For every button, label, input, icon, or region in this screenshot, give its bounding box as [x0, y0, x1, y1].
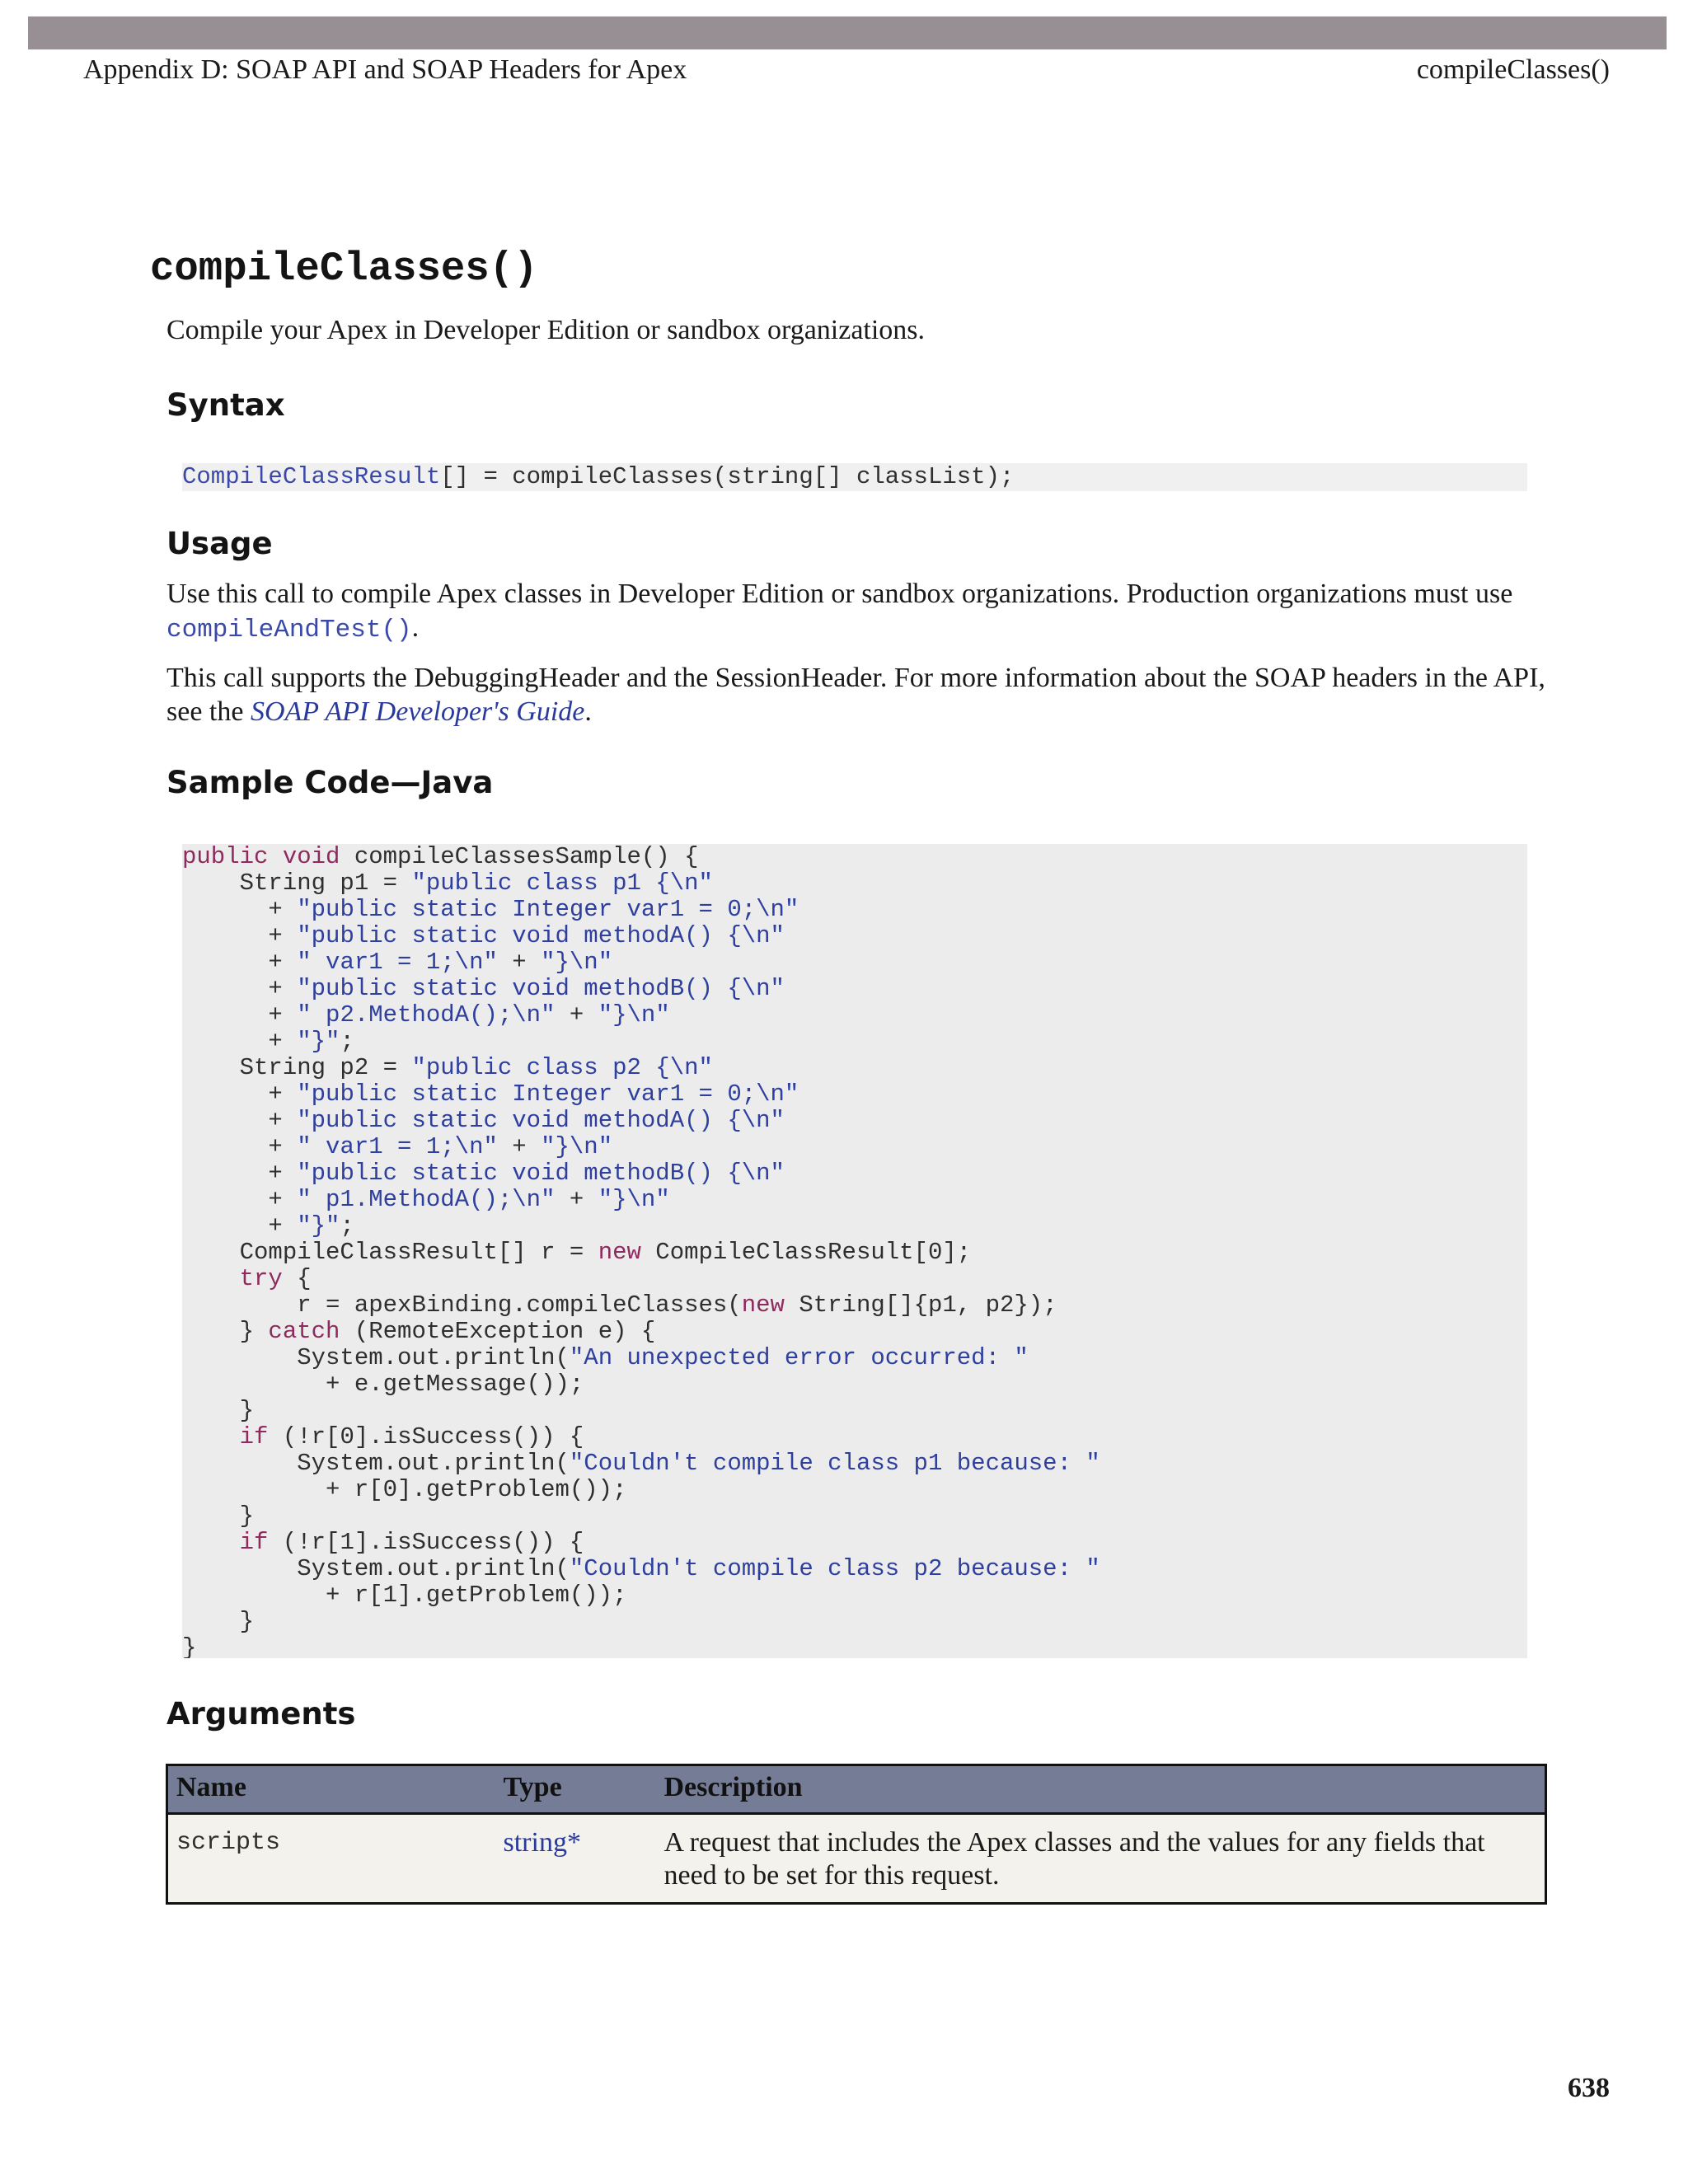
code-token: + [497, 949, 542, 976]
code-token: "public static Integer var1 = 0;\n" [297, 896, 799, 923]
code-token: new [598, 1239, 641, 1266]
code-token: + [497, 1133, 542, 1160]
code-token: String[]{p1, p2}); [784, 1291, 1057, 1319]
usage-text-1: Use this call to compile Apex classes in Developer Edition or sandbox organizations. Production organizations must use [166, 579, 1513, 609]
syntax-heading: Syntax [166, 387, 285, 423]
code-token: + [182, 1107, 298, 1134]
code-token: + [182, 922, 298, 949]
code-token: "public static void methodB() {\n" [297, 1160, 785, 1187]
code-token: + [182, 896, 298, 923]
sample-code-block [182, 844, 1527, 1658]
code-token: "public class p2 {\n" [411, 1054, 713, 1081]
code-token: + r[1].getProblem()); [182, 1582, 627, 1609]
usage-text-2: This call supports the DebuggingHeader and the SessionHeader. For more information about the SOAP headers in the API, see the [166, 663, 1545, 727]
code-token: System.out.println( [182, 1344, 570, 1371]
top-bar [28, 16, 1667, 49]
code-token: catch [268, 1318, 340, 1345]
code-token: + [182, 1186, 298, 1213]
column-header-description: Description [656, 1765, 1546, 1814]
soap-api-guide-link[interactable]: SOAP API Developer's Guide [250, 696, 585, 727]
code-token: CompileClassResult[0]; [640, 1239, 972, 1266]
usage-paragraph-1 [166, 577, 1551, 647]
syntax-code [182, 463, 1527, 491]
running-header-left: Appendix D: SOAP API and SOAP Headers for Apex [83, 54, 687, 85]
code-token: } [182, 1502, 255, 1530]
code-token: + [182, 1212, 298, 1240]
code-line [182, 1187, 1527, 1213]
usage-paragraph-2 [166, 661, 1551, 729]
page-number: 638 [1568, 2073, 1610, 2103]
code-token: "Couldn't compile class p1 because: " [569, 1450, 1100, 1477]
code-token: } [182, 1608, 255, 1635]
intro-text: Compile your Apex in Developer Edition or sandbox organizations. [166, 315, 926, 345]
code-line [182, 1477, 1527, 1503]
code-line [182, 1345, 1527, 1371]
code-line [182, 1266, 1527, 1292]
arguments-table [166, 1764, 1547, 1905]
code-line [182, 1081, 1527, 1108]
code-line [182, 1029, 1527, 1055]
code-token: "}" [297, 1212, 340, 1240]
code-token: "An unexpected error occurred: " [569, 1344, 1029, 1371]
code-line [182, 1292, 1527, 1319]
code-token: r = apexBinding.compileClasses( [182, 1291, 742, 1319]
column-header-type: Type [495, 1765, 656, 1814]
code-token: + [182, 1080, 298, 1108]
code-token: "public static void methodB() {\n" [297, 975, 785, 1002]
code-token: + [555, 1001, 598, 1029]
code-token: "public class p1 {\n" [411, 869, 713, 897]
code-token: if [239, 1423, 269, 1451]
code-token: + [182, 949, 298, 976]
code-line [182, 1134, 1527, 1160]
code-line [182, 1160, 1527, 1187]
code-token: ; [340, 1028, 354, 1055]
sample-code-heading: Sample Code—Java [166, 765, 494, 800]
code-token: String p2 = [182, 1054, 412, 1081]
code-token: System.out.println( [182, 1450, 570, 1477]
code-line [182, 1635, 1527, 1658]
argument-name: scripts [167, 1814, 495, 1904]
code-token: { [282, 1265, 312, 1292]
code-token: "Couldn't compile class p2 because: " [569, 1555, 1100, 1582]
code-line [182, 1240, 1527, 1266]
table-row [167, 1814, 1546, 1904]
code-token: } [182, 1397, 255, 1424]
code-token: (!r[1].isSuccess()) { [268, 1529, 584, 1556]
code-token: "public static void methodA() {\n" [297, 922, 785, 949]
code-token: " var1 = 1;\n" [297, 1133, 498, 1160]
code-line [182, 1213, 1527, 1240]
code-token: ; [340, 1212, 354, 1240]
code-line [182, 1582, 1527, 1609]
code-token [182, 1529, 240, 1556]
code-token: + [555, 1186, 598, 1213]
code-line [182, 1398, 1527, 1424]
code-token: "}\n" [541, 1133, 613, 1160]
code-line [182, 949, 1527, 976]
usage-text-1-end: . [411, 612, 420, 643]
code-line [182, 1609, 1527, 1635]
code-line [182, 976, 1527, 1002]
argument-type-link[interactable]: string* [495, 1814, 656, 1904]
code-token: "}\n" [541, 949, 613, 976]
code-token: " p1.MethodA();\n" [297, 1186, 556, 1213]
code-token: + [182, 1028, 298, 1055]
code-line [182, 1503, 1527, 1530]
code-line [182, 923, 1527, 949]
arguments-heading: Arguments [166, 1696, 356, 1732]
argument-description: A request that includes the Apex classes and the values for any fields that need to be set for this request. [656, 1814, 1546, 1904]
code-line [182, 1108, 1527, 1134]
column-header-name: Name [167, 1765, 495, 1814]
code-token: + [182, 975, 298, 1002]
code-token: (RemoteException e) { [340, 1318, 656, 1345]
code-token [182, 1423, 240, 1451]
usage-text-2-end: . [584, 696, 592, 727]
code-token: new [741, 1291, 785, 1319]
running-header-right: compileClasses() [1416, 54, 1610, 85]
code-line [182, 1002, 1527, 1029]
code-token: "}\n" [598, 1186, 670, 1213]
page-title: compileClasses() [150, 246, 538, 292]
code-token: try [239, 1265, 283, 1292]
code-token: "public static Integer var1 = 0;\n" [297, 1080, 799, 1108]
code-token: } [182, 1634, 197, 1658]
code-line [182, 870, 1527, 897]
code-line [182, 1530, 1527, 1556]
code-token: (!r[0].isSuccess()) { [268, 1423, 584, 1451]
code-token: "}" [297, 1028, 340, 1055]
code-token: + [182, 1001, 298, 1029]
code-token: + r[0].getProblem()); [182, 1476, 627, 1503]
code-token [182, 1265, 240, 1292]
table-header-row [167, 1765, 1546, 1814]
code-line [182, 1371, 1527, 1398]
code-line [182, 1319, 1527, 1345]
code-token: " p2.MethodA();\n" [297, 1001, 556, 1029]
code-line [182, 844, 1527, 870]
code-token: public void [182, 844, 340, 870]
code-token: if [239, 1529, 269, 1556]
code-token: CompileClassResult[] r = [182, 1239, 598, 1266]
code-token: + [182, 1160, 298, 1187]
code-token: " var1 = 1;\n" [297, 949, 498, 976]
code-line [182, 1556, 1527, 1582]
syntax-type-link[interactable]: CompileClassResult [182, 463, 441, 490]
usage-heading: Usage [166, 526, 273, 561]
code-token: "public static void methodA() {\n" [297, 1107, 785, 1134]
code-token: String p1 = [182, 869, 412, 897]
code-line [182, 897, 1527, 923]
code-line [182, 1055, 1527, 1081]
code-token: + [182, 1133, 298, 1160]
code-token: System.out.println( [182, 1555, 570, 1582]
code-token: "}\n" [598, 1001, 670, 1029]
code-line [182, 1451, 1527, 1477]
compile-and-test-link[interactable]: compileAndTest() [166, 616, 412, 644]
code-token: + e.getMessage()); [182, 1371, 584, 1398]
code-line [182, 1424, 1527, 1451]
syntax-rest: [] = compileClasses(string[] classList); [440, 463, 1015, 490]
code-token: } [182, 1318, 269, 1345]
code-token: compileClassesSample() { [340, 844, 699, 870]
